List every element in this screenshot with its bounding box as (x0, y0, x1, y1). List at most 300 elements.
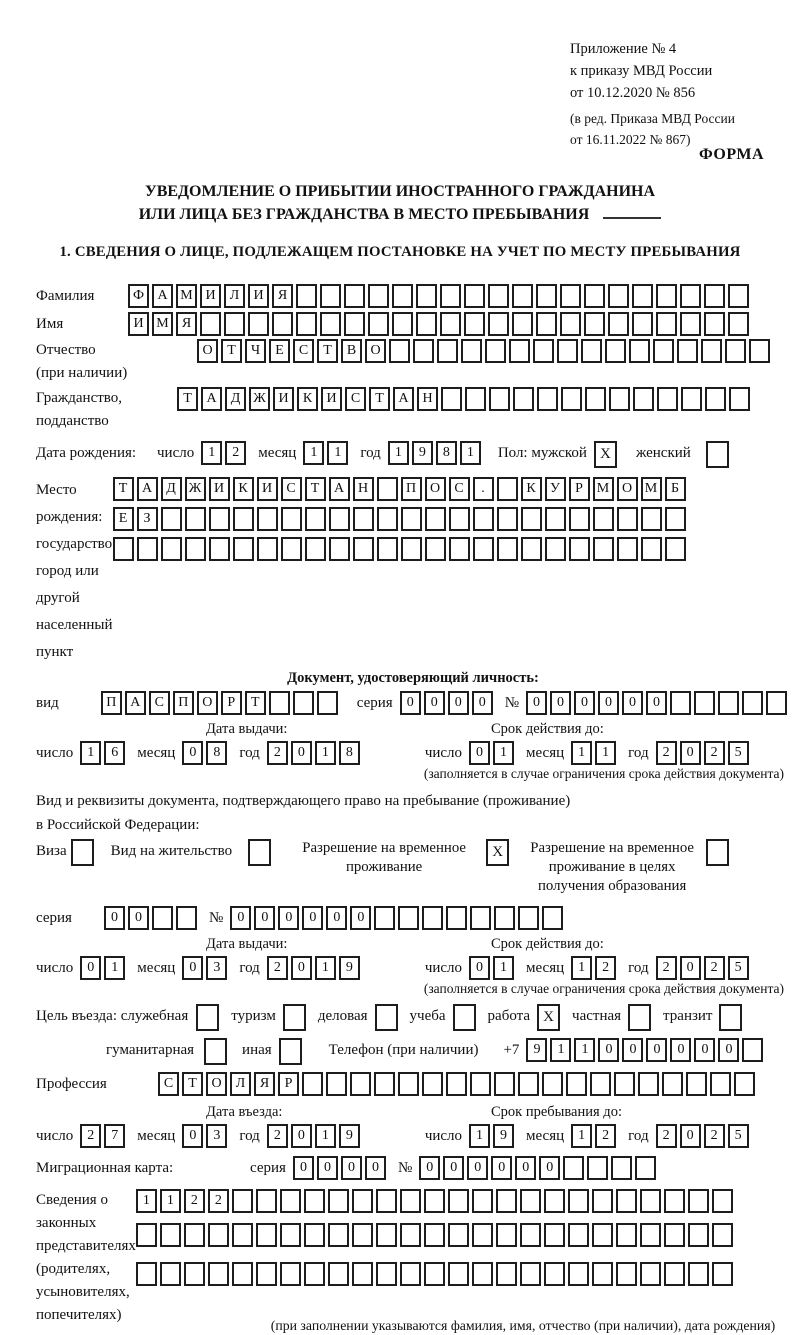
char-cell[interactable]: 0 (291, 1124, 312, 1148)
char-cell[interactable]: Т (182, 1072, 203, 1096)
char-cell[interactable] (629, 339, 650, 363)
char-cell[interactable]: Ч (245, 339, 266, 363)
char-cell[interactable]: 0 (718, 1038, 739, 1062)
char-cell[interactable] (465, 387, 486, 411)
char-cell[interactable] (224, 312, 245, 336)
char-cell[interactable] (232, 1189, 253, 1213)
char-cell[interactable]: 0 (424, 691, 445, 715)
char-cell[interactable]: 1 (595, 741, 616, 765)
char-cell[interactable] (680, 284, 701, 308)
char-cell[interactable] (280, 1262, 301, 1286)
char-cell[interactable]: 0 (680, 1124, 701, 1148)
char-cell[interactable]: К (297, 387, 318, 411)
char-cell[interactable]: Р (278, 1072, 299, 1096)
char-cell[interactable] (518, 1072, 539, 1096)
char-cell[interactable] (256, 1189, 277, 1213)
char-cell[interactable]: X (537, 1004, 560, 1031)
char-cell[interactable] (440, 312, 461, 336)
char-cell[interactable] (136, 1223, 157, 1247)
char-cell[interactable]: Т (317, 339, 338, 363)
char-cell[interactable] (706, 839, 729, 866)
char-cell[interactable] (320, 284, 341, 308)
char-cell[interactable]: С (158, 1072, 179, 1096)
char-cell[interactable] (664, 1189, 685, 1213)
char-cell[interactable] (453, 1004, 476, 1031)
char-cell[interactable] (632, 312, 653, 336)
char-cell[interactable] (446, 1072, 467, 1096)
char-cell[interactable] (557, 339, 578, 363)
char-cell[interactable] (680, 312, 701, 336)
char-cell[interactable] (664, 1262, 685, 1286)
char-cell[interactable] (585, 387, 606, 411)
char-cell[interactable]: 0 (574, 691, 595, 715)
char-cell[interactable]: И (200, 284, 221, 308)
char-cell[interactable]: О (617, 477, 638, 501)
char-cell[interactable]: 1 (460, 441, 481, 465)
char-cell[interactable]: 0 (293, 1156, 314, 1180)
char-cell[interactable] (304, 1189, 325, 1213)
char-cell[interactable]: 0 (443, 1156, 464, 1180)
char-cell[interactable] (232, 1223, 253, 1247)
char-cell[interactable] (568, 1189, 589, 1213)
char-cell[interactable]: 6 (104, 741, 125, 765)
char-cell[interactable] (352, 1223, 373, 1247)
char-cell[interactable] (280, 1189, 301, 1213)
char-cell[interactable] (688, 1189, 709, 1213)
char-cell[interactable] (688, 1223, 709, 1247)
char-cell[interactable] (536, 284, 557, 308)
char-cell[interactable] (729, 387, 750, 411)
char-cell[interactable]: Р (569, 477, 590, 501)
char-cell[interactable] (521, 537, 542, 561)
char-cell[interactable] (542, 1072, 563, 1096)
char-cell[interactable]: 0 (680, 956, 701, 980)
char-cell[interactable]: 1 (469, 1124, 490, 1148)
char-cell[interactable] (113, 537, 134, 561)
char-cell[interactable] (569, 537, 590, 561)
char-cell[interactable]: А (393, 387, 414, 411)
char-cell[interactable] (161, 507, 182, 531)
char-cell[interactable] (425, 507, 446, 531)
char-cell[interactable] (413, 339, 434, 363)
char-cell[interactable]: 0 (680, 741, 701, 765)
char-cell[interactable] (196, 1004, 219, 1031)
char-cell[interactable]: 2 (267, 956, 288, 980)
char-cell[interactable] (686, 1072, 707, 1096)
char-cell[interactable]: 1 (327, 441, 348, 465)
char-cell[interactable] (496, 1223, 517, 1247)
char-cell[interactable] (368, 284, 389, 308)
char-cell[interactable]: П (101, 691, 122, 715)
char-cell[interactable]: 0 (622, 1038, 643, 1062)
char-cell[interactable] (563, 1156, 584, 1180)
char-cell[interactable]: 0 (400, 691, 421, 715)
char-cell[interactable] (296, 312, 317, 336)
char-cell[interactable]: О (197, 339, 218, 363)
char-cell[interactable] (401, 537, 422, 561)
char-cell[interactable] (344, 312, 365, 336)
char-cell[interactable]: 0 (550, 691, 571, 715)
char-cell[interactable] (712, 1189, 733, 1213)
char-cell[interactable]: 5 (728, 741, 749, 765)
char-cell[interactable]: 0 (230, 906, 251, 930)
char-cell[interactable]: Е (269, 339, 290, 363)
char-cell[interactable]: 0 (278, 906, 299, 930)
char-cell[interactable]: 0 (291, 741, 312, 765)
char-cell[interactable]: М (593, 477, 614, 501)
char-cell[interactable] (704, 312, 725, 336)
char-cell[interactable] (446, 906, 467, 930)
char-cell[interactable]: С (281, 477, 302, 501)
char-cell[interactable]: 0 (80, 956, 101, 980)
char-cell[interactable] (256, 1223, 277, 1247)
char-cell[interactable]: Ж (185, 477, 206, 501)
char-cell[interactable] (701, 339, 722, 363)
char-cell[interactable] (520, 1262, 541, 1286)
char-cell[interactable]: Ф (128, 284, 149, 308)
char-cell[interactable] (710, 1072, 731, 1096)
char-cell[interactable] (544, 1189, 565, 1213)
char-cell[interactable]: 1 (574, 1038, 595, 1062)
char-cell[interactable] (353, 537, 374, 561)
char-cell[interactable] (329, 507, 350, 531)
char-cell[interactable] (257, 537, 278, 561)
char-cell[interactable] (544, 1223, 565, 1247)
char-cell[interactable] (392, 312, 413, 336)
char-cell[interactable] (520, 1189, 541, 1213)
char-cell[interactable] (632, 284, 653, 308)
char-cell[interactable] (605, 339, 626, 363)
char-cell[interactable]: И (273, 387, 294, 411)
char-cell[interactable] (448, 1223, 469, 1247)
char-cell[interactable] (280, 1223, 301, 1247)
char-cell[interactable] (670, 691, 691, 715)
char-cell[interactable]: 0 (694, 1038, 715, 1062)
char-cell[interactable]: 0 (326, 906, 347, 930)
char-cell[interactable]: И (248, 284, 269, 308)
char-cell[interactable]: 8 (339, 741, 360, 765)
char-cell[interactable]: 2 (704, 956, 725, 980)
char-cell[interactable] (496, 1262, 517, 1286)
char-cell[interactable]: И (321, 387, 342, 411)
char-cell[interactable] (614, 1072, 635, 1096)
char-cell[interactable] (464, 284, 485, 308)
char-cell[interactable] (375, 1004, 398, 1031)
char-cell[interactable] (392, 284, 413, 308)
char-cell[interactable]: 3 (206, 956, 227, 980)
char-cell[interactable] (416, 312, 437, 336)
char-cell[interactable] (248, 312, 269, 336)
char-cell[interactable]: 1 (160, 1189, 181, 1213)
char-cell[interactable] (376, 1189, 397, 1213)
char-cell[interactable] (328, 1189, 349, 1213)
char-cell[interactable] (488, 312, 509, 336)
char-cell[interactable]: К (521, 477, 542, 501)
char-cell[interactable]: Я (176, 312, 197, 336)
char-cell[interactable] (677, 339, 698, 363)
char-cell[interactable] (257, 507, 278, 531)
char-cell[interactable]: Л (230, 1072, 251, 1096)
char-cell[interactable]: Н (353, 477, 374, 501)
char-cell[interactable] (587, 1156, 608, 1180)
char-cell[interactable] (509, 339, 530, 363)
char-cell[interactable] (304, 1262, 325, 1286)
char-cell[interactable] (389, 339, 410, 363)
char-cell[interactable] (665, 537, 686, 561)
char-cell[interactable]: М (176, 284, 197, 308)
char-cell[interactable] (160, 1223, 181, 1247)
char-cell[interactable] (705, 387, 726, 411)
char-cell[interactable] (470, 1072, 491, 1096)
char-cell[interactable]: 1 (136, 1189, 157, 1213)
char-cell[interactable] (545, 537, 566, 561)
char-cell[interactable] (160, 1262, 181, 1286)
char-cell[interactable] (320, 312, 341, 336)
char-cell[interactable] (766, 691, 787, 715)
char-cell[interactable]: 2 (267, 1124, 288, 1148)
char-cell[interactable] (425, 537, 446, 561)
char-cell[interactable] (441, 387, 462, 411)
char-cell[interactable] (653, 339, 674, 363)
char-cell[interactable] (305, 537, 326, 561)
char-cell[interactable]: 0 (254, 906, 275, 930)
char-cell[interactable]: 5 (728, 1124, 749, 1148)
char-cell[interactable] (608, 284, 629, 308)
char-cell[interactable] (665, 507, 686, 531)
char-cell[interactable] (374, 906, 395, 930)
char-cell[interactable]: 0 (598, 1038, 619, 1062)
char-cell[interactable] (368, 312, 389, 336)
char-cell[interactable] (328, 1262, 349, 1286)
char-cell[interactable] (448, 1262, 469, 1286)
char-cell[interactable]: 2 (208, 1189, 229, 1213)
char-cell[interactable] (352, 1189, 373, 1213)
char-cell[interactable]: И (209, 477, 230, 501)
char-cell[interactable]: 0 (646, 1038, 667, 1062)
char-cell[interactable] (568, 1262, 589, 1286)
char-cell[interactable] (489, 387, 510, 411)
char-cell[interactable] (496, 1189, 517, 1213)
char-cell[interactable] (520, 1223, 541, 1247)
char-cell[interactable] (725, 339, 746, 363)
char-cell[interactable] (513, 387, 534, 411)
char-cell[interactable] (293, 691, 314, 715)
char-cell[interactable] (473, 537, 494, 561)
char-cell[interactable] (656, 284, 677, 308)
char-cell[interactable]: 8 (436, 441, 457, 465)
char-cell[interactable] (641, 507, 662, 531)
char-cell[interactable] (470, 906, 491, 930)
char-cell[interactable] (718, 691, 739, 715)
char-cell[interactable] (640, 1262, 661, 1286)
char-cell[interactable] (704, 284, 725, 308)
char-cell[interactable]: 0 (448, 691, 469, 715)
char-cell[interactable] (296, 284, 317, 308)
char-cell[interactable]: 0 (469, 741, 490, 765)
char-cell[interactable]: 0 (598, 691, 619, 715)
char-cell[interactable] (706, 441, 729, 468)
char-cell[interactable]: Т (221, 339, 242, 363)
char-cell[interactable] (283, 1004, 306, 1031)
char-cell[interactable] (560, 284, 581, 308)
char-cell[interactable] (152, 906, 173, 930)
char-cell[interactable] (449, 507, 470, 531)
char-cell[interactable] (424, 1223, 445, 1247)
char-cell[interactable] (617, 537, 638, 561)
char-cell[interactable]: 0 (491, 1156, 512, 1180)
char-cell[interactable] (281, 537, 302, 561)
char-cell[interactable]: 2 (184, 1189, 205, 1213)
char-cell[interactable] (398, 906, 419, 930)
char-cell[interactable] (638, 1072, 659, 1096)
char-cell[interactable]: 9 (412, 441, 433, 465)
char-cell[interactable] (208, 1223, 229, 1247)
char-cell[interactable] (533, 339, 554, 363)
char-cell[interactable]: 1 (550, 1038, 571, 1062)
char-cell[interactable] (592, 1189, 613, 1213)
char-cell[interactable] (728, 312, 749, 336)
char-cell[interactable] (544, 1262, 565, 1286)
char-cell[interactable]: О (197, 691, 218, 715)
char-cell[interactable] (233, 507, 254, 531)
char-cell[interactable] (422, 1072, 443, 1096)
char-cell[interactable] (440, 284, 461, 308)
char-cell[interactable] (472, 1223, 493, 1247)
char-cell[interactable]: Т (177, 387, 198, 411)
char-cell[interactable]: 2 (595, 1124, 616, 1148)
char-cell[interactable] (561, 387, 582, 411)
char-cell[interactable] (545, 507, 566, 531)
char-cell[interactable] (449, 537, 470, 561)
char-cell[interactable] (353, 507, 374, 531)
char-cell[interactable] (521, 507, 542, 531)
char-cell[interactable] (374, 1072, 395, 1096)
char-cell[interactable]: 0 (104, 906, 125, 930)
char-cell[interactable]: 1 (493, 741, 514, 765)
char-cell[interactable]: Д (161, 477, 182, 501)
char-cell[interactable] (304, 1223, 325, 1247)
char-cell[interactable]: 2 (704, 741, 725, 765)
char-cell[interactable] (464, 312, 485, 336)
char-cell[interactable] (200, 312, 221, 336)
char-cell[interactable]: 0 (526, 691, 547, 715)
char-cell[interactable] (400, 1223, 421, 1247)
char-cell[interactable] (616, 1262, 637, 1286)
char-cell[interactable]: И (257, 477, 278, 501)
char-cell[interactable]: 0 (467, 1156, 488, 1180)
char-cell[interactable] (719, 1004, 742, 1031)
char-cell[interactable]: 1 (315, 1124, 336, 1148)
char-cell[interactable] (656, 312, 677, 336)
char-cell[interactable] (616, 1223, 637, 1247)
char-cell[interactable] (590, 1072, 611, 1096)
char-cell[interactable] (664, 1223, 685, 1247)
char-cell[interactable] (641, 537, 662, 561)
char-cell[interactable]: 1 (104, 956, 125, 980)
char-cell[interactable]: А (329, 477, 350, 501)
char-cell[interactable]: . (473, 477, 494, 501)
char-cell[interactable]: 1 (80, 741, 101, 765)
char-cell[interactable]: X (486, 839, 509, 866)
char-cell[interactable] (209, 507, 230, 531)
char-cell[interactable] (581, 339, 602, 363)
char-cell[interactable]: О (206, 1072, 227, 1096)
char-cell[interactable] (328, 1223, 349, 1247)
char-cell[interactable]: Т (369, 387, 390, 411)
char-cell[interactable] (742, 1038, 763, 1062)
char-cell[interactable]: 2 (267, 741, 288, 765)
char-cell[interactable] (326, 1072, 347, 1096)
char-cell[interactable]: 0 (472, 691, 493, 715)
char-cell[interactable] (584, 312, 605, 336)
char-cell[interactable] (401, 507, 422, 531)
char-cell[interactable]: 3 (206, 1124, 227, 1148)
char-cell[interactable]: 0 (291, 956, 312, 980)
char-cell[interactable]: 0 (182, 1124, 203, 1148)
char-cell[interactable]: 0 (182, 741, 203, 765)
char-cell[interactable] (184, 1223, 205, 1247)
char-cell[interactable] (279, 1038, 302, 1065)
char-cell[interactable]: Б (665, 477, 686, 501)
char-cell[interactable]: Я (254, 1072, 275, 1096)
char-cell[interactable] (593, 507, 614, 531)
char-cell[interactable] (681, 387, 702, 411)
char-cell[interactable] (749, 339, 770, 363)
char-cell[interactable] (184, 1262, 205, 1286)
char-cell[interactable] (422, 906, 443, 930)
char-cell[interactable]: П (173, 691, 194, 715)
char-cell[interactable] (472, 1262, 493, 1286)
char-cell[interactable] (233, 537, 254, 561)
char-cell[interactable]: Я (272, 284, 293, 308)
char-cell[interactable] (728, 284, 749, 308)
char-cell[interactable] (657, 387, 678, 411)
char-cell[interactable]: М (152, 312, 173, 336)
char-cell[interactable] (416, 284, 437, 308)
char-cell[interactable] (635, 1156, 656, 1180)
char-cell[interactable]: Н (417, 387, 438, 411)
char-cell[interactable] (272, 312, 293, 336)
char-cell[interactable] (518, 906, 539, 930)
char-cell[interactable] (592, 1262, 613, 1286)
char-cell[interactable]: 1 (303, 441, 324, 465)
char-cell[interactable] (512, 284, 533, 308)
char-cell[interactable] (424, 1262, 445, 1286)
char-cell[interactable] (437, 339, 458, 363)
char-cell[interactable]: Т (245, 691, 266, 715)
char-cell[interactable] (377, 537, 398, 561)
char-cell[interactable] (400, 1262, 421, 1286)
char-cell[interactable]: 5 (728, 956, 749, 980)
char-cell[interactable] (688, 1262, 709, 1286)
char-cell[interactable] (302, 1072, 323, 1096)
char-cell[interactable]: 0 (317, 1156, 338, 1180)
char-cell[interactable] (712, 1223, 733, 1247)
char-cell[interactable] (461, 339, 482, 363)
char-cell[interactable] (497, 477, 518, 501)
char-cell[interactable] (176, 906, 197, 930)
char-cell[interactable] (712, 1262, 733, 1286)
char-cell[interactable] (377, 477, 398, 501)
char-cell[interactable]: Т (305, 477, 326, 501)
char-cell[interactable] (537, 387, 558, 411)
char-cell[interactable]: X (594, 441, 617, 468)
char-cell[interactable]: 1 (315, 956, 336, 980)
char-cell[interactable] (344, 284, 365, 308)
char-cell[interactable]: 0 (539, 1156, 560, 1180)
char-cell[interactable] (185, 537, 206, 561)
char-cell[interactable] (472, 1189, 493, 1213)
